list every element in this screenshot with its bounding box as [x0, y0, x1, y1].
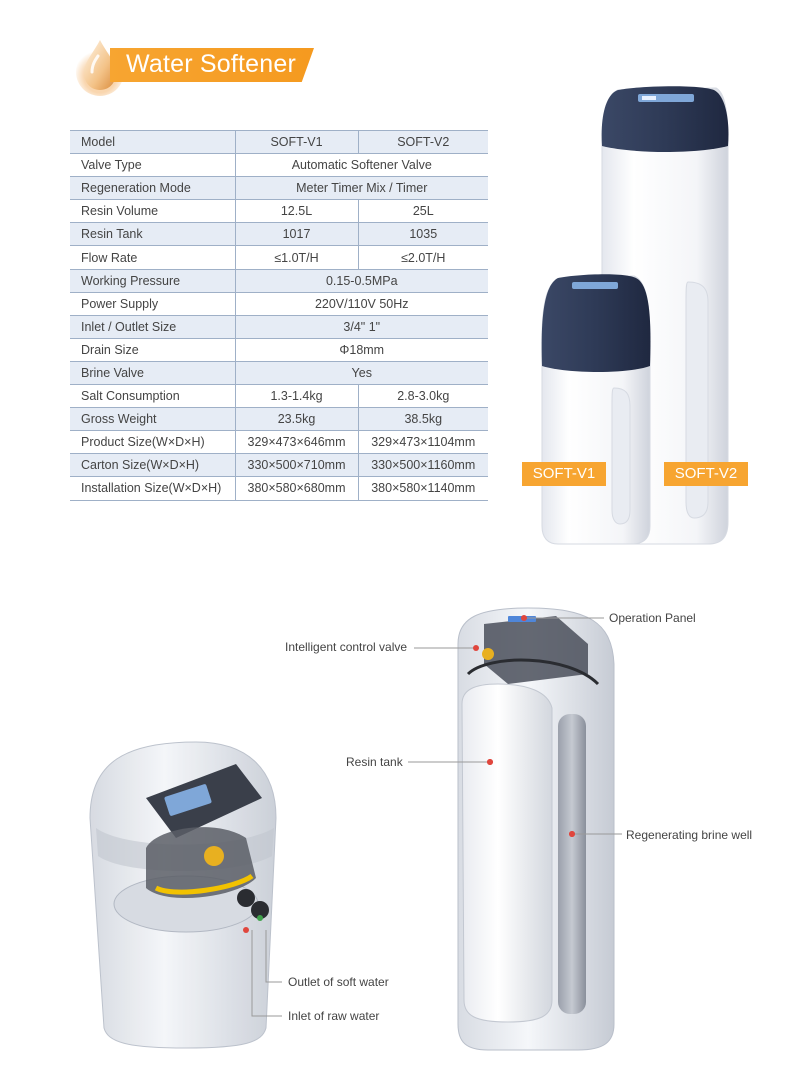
row-value-v1: ≤1.0T/H [235, 246, 358, 269]
row-value-merged: Yes [235, 361, 488, 384]
row-value-v1: 23.5kg [235, 408, 358, 431]
dot-brine-well [569, 831, 575, 837]
row-value-merged: 0.15-0.5MPa [235, 269, 488, 292]
row-value-v2: 329×473×1104mm [358, 431, 488, 454]
row-label: Drain Size [70, 338, 235, 361]
row-value-v1: 330×500×710mm [235, 454, 358, 477]
row-label: Gross Weight [70, 408, 235, 431]
row-value-merged: 220V/110V 50Hz [235, 292, 488, 315]
header-v1: SOFT-V1 [235, 131, 358, 154]
callout-inlet-raw-water: Inlet of raw water [288, 1009, 380, 1023]
dot-operation-panel [521, 615, 527, 621]
row-label: Carton Size(W×D×H) [70, 454, 235, 477]
callout-resin-tank: Resin tank [346, 755, 403, 769]
row-value-v2: 25L [358, 200, 488, 223]
row-value-v1: 1.3-1.4kg [235, 385, 358, 408]
header-v2: SOFT-V2 [358, 131, 488, 154]
row-value-merged: Meter Timer Mix / Timer [235, 177, 488, 200]
row-label: Salt Consumption [70, 385, 235, 408]
dot-control-valve [473, 645, 479, 651]
row-value-merged: Automatic Softener Valve [235, 154, 488, 177]
tag-soft-v1: SOFT-V1 [522, 462, 606, 486]
row-value-v2: 2.8-3.0kg [358, 385, 488, 408]
row-label: Product Size(W×D×H) [70, 431, 235, 454]
header-label: Model [70, 131, 235, 154]
row-value-v2: 1035 [358, 223, 488, 246]
callout-outlet-soft-water: Outlet of soft water [288, 975, 389, 989]
row-value-v2: 38.5kg [358, 408, 488, 431]
page-title: Water Softener [126, 50, 296, 78]
row-label: Installation Size(W×D×H) [70, 477, 235, 500]
row-value-v1: 329×473×646mm [235, 431, 358, 454]
row-label: Regeneration Mode [70, 177, 235, 200]
row-label: Resin Tank [70, 223, 235, 246]
row-value-v1: 12.5L [235, 200, 358, 223]
row-value-v1: 1017 [235, 223, 358, 246]
row-label: Inlet / Outlet Size [70, 315, 235, 338]
row-value-merged: Φ18mm [235, 338, 488, 361]
row-label: Brine Valve [70, 361, 235, 384]
row-value-v2: ≤2.0T/H [358, 246, 488, 269]
callout-operation-panel: Operation Panel [609, 611, 696, 625]
row-label: Flow Rate [70, 246, 235, 269]
row-label: Resin Volume [70, 200, 235, 223]
tag-soft-v2: SOFT-V2 [664, 462, 748, 486]
row-value-v2: 380×580×1140mm [358, 477, 488, 500]
row-label: Power Supply [70, 292, 235, 315]
callout-control-valve: Intelligent control valve [285, 640, 408, 654]
row-value-v1: 380×580×680mm [235, 477, 358, 500]
dot-resin-tank [487, 759, 493, 765]
callout-brine-well: Regenerating brine well [626, 828, 753, 842]
row-value-merged: 3/4" 1" [235, 315, 488, 338]
row-value-v2: 330×500×1160mm [358, 454, 488, 477]
row-label: Working Pressure [70, 269, 235, 292]
row-label: Valve Type [70, 154, 235, 177]
